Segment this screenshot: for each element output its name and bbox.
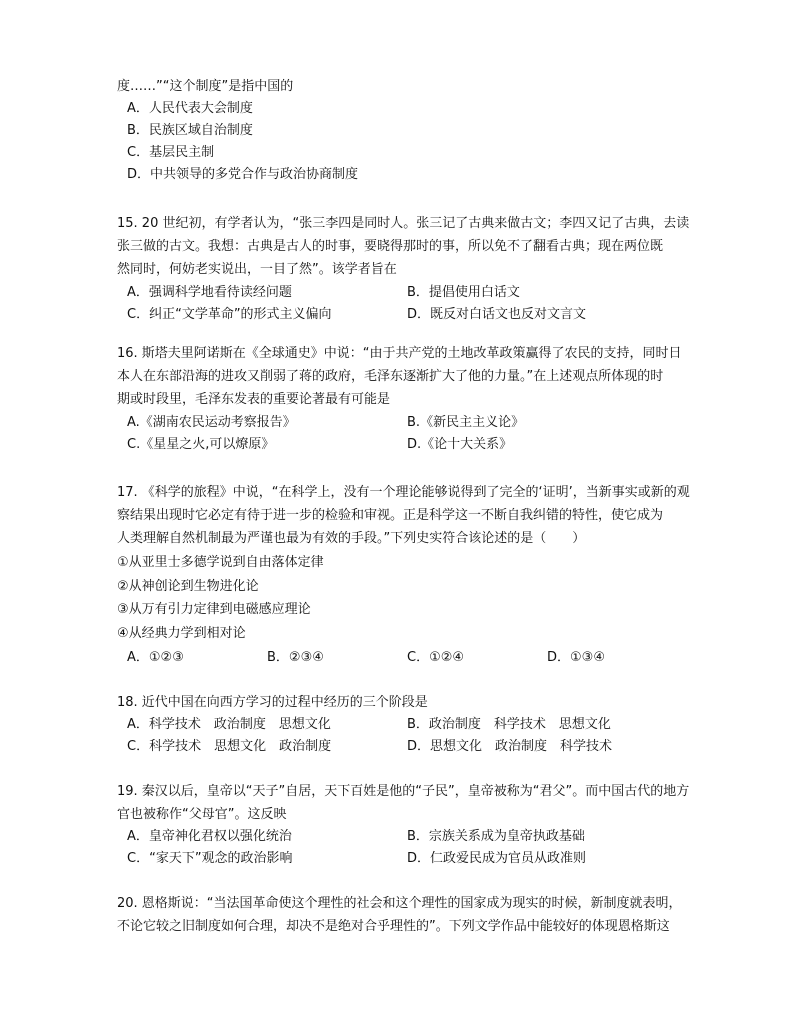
q20-stem-line: 不论它较之旧制度如何合理，却决不是绝对合乎理性的”。下列文学作品中能较好的体现恩格斯这 (117, 919, 670, 934)
q19-option-a: A．皇帝神化君权以强化统治 (127, 829, 292, 844)
q18-option-a: A．科学技术 政治制度 思想文化 (127, 717, 331, 732)
q14-option-c: C．基层民主制 (127, 145, 215, 160)
q17-option-b: B．②③④ (267, 650, 324, 665)
q15-option-c: C．纠正“文学革命”的形式主义偏向 (127, 307, 332, 322)
q17-option-d: D．①③④ (547, 650, 605, 665)
q16-option-d: D.《论十大关系》 (407, 437, 513, 452)
q16-option-c: C.《星星之火,可以燎原》 (127, 437, 275, 452)
q18-option-c: C．科学技术 思想文化 政治制度 (127, 739, 332, 754)
q14-stem-tail: 度……”“这个制度”是指中国的 (117, 79, 294, 94)
q14-option-a: A．人民代表大会制度 (127, 101, 253, 116)
q17-stem-line: 17. 《科学的旅程》中说，“在科学上，没有一个理论能够说得到了完全的‘证明’，当新事实或新的观 (117, 485, 690, 500)
q17-item: ②从神创论到生物进化论 (117, 579, 259, 594)
q17-item: ①从亚里士多德学说到自由落体定律 (117, 555, 324, 570)
q16-option-a: A.《湖南农民运动考察报告》 (127, 415, 296, 430)
q19-option-d: D．仁政爱民成为官员从政准则 (407, 851, 587, 866)
q18-option-d: D．思想文化 政治制度 科学技术 (407, 739, 613, 754)
q17-item: ③从万有引力定律到电磁感应理论 (117, 602, 311, 617)
q17-item: ④从经典力学到相对论 (117, 626, 246, 641)
q18-option-b: B．政治制度 科学技术 思想文化 (407, 717, 611, 732)
q14-option-b: B．民族区域自治制度 (127, 123, 253, 138)
q15-stem-line: 然同时，何妨老实说出，一目了然”。该学者旨在 (117, 262, 397, 277)
q16-stem-line: 本人在东部沿海的进攻又削弱了蒋的政府，毛泽东逐渐扩大了他的力量。”在上述观点所体现的时 (117, 369, 664, 384)
q19-stem-line: 官也被称作“父母官”。这反映 (117, 807, 287, 822)
q18-stem-line: 18. 近代中国在向西方学习的过程中经历的三个阶段是 (117, 695, 428, 710)
q20-stem-line: 20. 恩格斯说：“当法国革命使这个理性的社会和这个理性的国家成为现实的时候，新制度就表明， (117, 896, 682, 911)
q15-stem-line: 15. 20 世纪初，有学者认为，“张三李四是同时人。张三记了古典来做古文；李四又记了古典，去读 (117, 216, 690, 231)
q19-option-c: C．“家天下”观念的政治影响 (127, 851, 293, 866)
q16-stem-line: 期或时段里，毛泽东发表的重要论著最有可能是 (117, 392, 391, 407)
q19-option-b: B．宗族关系成为皇帝执政基础 (407, 829, 585, 844)
q15-option-d: D．既反对白话文也反对文言文 (407, 307, 587, 322)
q16-option-b: B.《新民主主义论》 (407, 415, 525, 430)
q19-stem-line: 19. 秦汉以后，皇帝以“天子”自居，天下百姓是他的“子民”，皇帝被称为“君父”。而中国古代的地方 (117, 784, 690, 799)
q15-option-b: B．提倡使用白话文 (407, 285, 520, 300)
q17-stem-line: 人类理解自然机制最为严谨也最为有效的手段。”下列史实符合该论述的是（ ） (117, 531, 586, 546)
q15-option-a: A．强调科学地看待读经问题 (127, 285, 292, 300)
q15-stem-line: 张三做的古文。我想：古典是古人的时事，要晓得那时的事，所以免不了翻看古典；现在两位既 (117, 239, 664, 254)
q17-option-c: C．①②④ (407, 650, 465, 665)
q17-option-a: A．①②③ (127, 650, 184, 665)
q14-option-d: D．中共领导的多党合作与政治协商制度 (127, 167, 359, 182)
q17-stem-line: 察结果出现时它必定有待于进一步的检验和审视。正是科学这一不断自我纠错的特性，使它成为 (117, 508, 664, 523)
q16-stem-line: 16. 斯塔夫里阿诺斯在《全球通史》中说：“由于共产党的土地改革政策赢得了农民的支持，同时日 (117, 346, 682, 361)
